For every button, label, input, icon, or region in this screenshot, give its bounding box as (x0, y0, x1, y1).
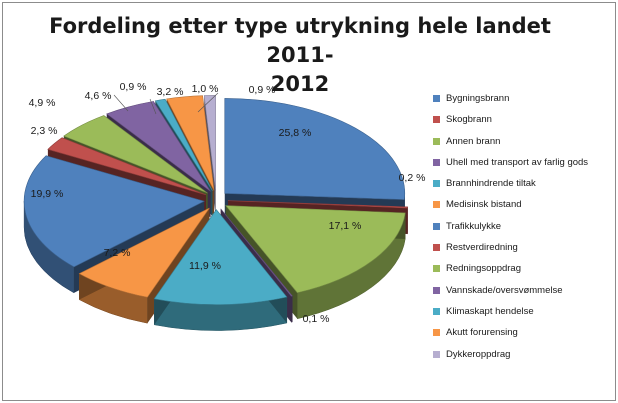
data-label-11: 0,9 % (119, 81, 147, 93)
data-label-8: 2,3 % (30, 125, 58, 137)
data-label-4: 0,1 % (302, 313, 330, 325)
data-label-13: 1,0 % (191, 83, 219, 95)
legend-swatch (433, 244, 440, 251)
legend-swatch (433, 287, 440, 294)
chart-title-line-2: 2012 (270, 72, 330, 96)
legend-label: Skogbrann (446, 114, 492, 126)
legend-item (433, 327, 615, 348)
data-label-1: 25,8 % (278, 127, 312, 139)
legend-item (433, 199, 615, 220)
data-label-6: 7,2 % (103, 247, 131, 259)
legend-swatch (433, 223, 440, 230)
legend-label: Akutt forurensing (446, 327, 518, 339)
legend-swatch (433, 201, 440, 208)
leader-line-1 (114, 95, 128, 111)
legend-swatch (433, 159, 440, 166)
legend-label: Klimaskapt hendelse (446, 305, 534, 317)
legend-item (433, 221, 615, 242)
legend-swatch (433, 351, 440, 358)
legend-label: Annen brann (446, 135, 501, 147)
chart-legend (433, 93, 615, 370)
legend-item (433, 178, 615, 199)
legend-label: Restverdiredning (446, 242, 518, 254)
data-label-7: 19,9 % (30, 188, 64, 200)
legend-item (433, 242, 615, 263)
data-label-2: 0,2 % (398, 172, 426, 184)
data-label-10: 4,6 % (84, 90, 112, 102)
data-label-extra: 0,9 % (248, 84, 276, 96)
legend-label: Trafikkulykke (446, 220, 502, 232)
legend-item (433, 306, 615, 327)
legend-item (433, 114, 615, 135)
legend-label: Uhell med transport av farlig gods (446, 156, 589, 168)
legend-label: Redningsoppdrag (446, 263, 522, 275)
legend-item (433, 93, 615, 114)
legend-item (433, 136, 615, 157)
legend-swatch (433, 180, 440, 187)
legend-swatch (433, 308, 440, 315)
legend-swatch (433, 329, 440, 336)
legend-item (433, 157, 615, 178)
legend-item (433, 285, 615, 306)
legend-label: Vannskade/oversvømmelse (446, 284, 563, 296)
legend-swatch (433, 265, 440, 272)
legend-item (433, 263, 615, 284)
data-label-5: 11,9 % (189, 260, 221, 272)
pie-slice-1 (225, 98, 405, 199)
legend-label: Dykkeroppdrag (446, 348, 511, 360)
legend-label: Medisinsk bistand (446, 199, 522, 211)
legend-swatch (433, 116, 440, 123)
legend-item (433, 349, 615, 370)
legend-swatch (433, 95, 440, 102)
legend-label: Brannhindrende tiltak (446, 178, 536, 190)
legend-label: Bygningsbrann (446, 93, 510, 104)
data-label-9: 4,9 % (28, 97, 56, 109)
data-label-12: 3,2 % (156, 86, 184, 98)
legend-swatch (433, 138, 440, 145)
data-label-3: 17,1 % (328, 220, 362, 232)
chart-title-line-1: Fordeling etter type utrykning hele landet 2011- (49, 14, 551, 67)
